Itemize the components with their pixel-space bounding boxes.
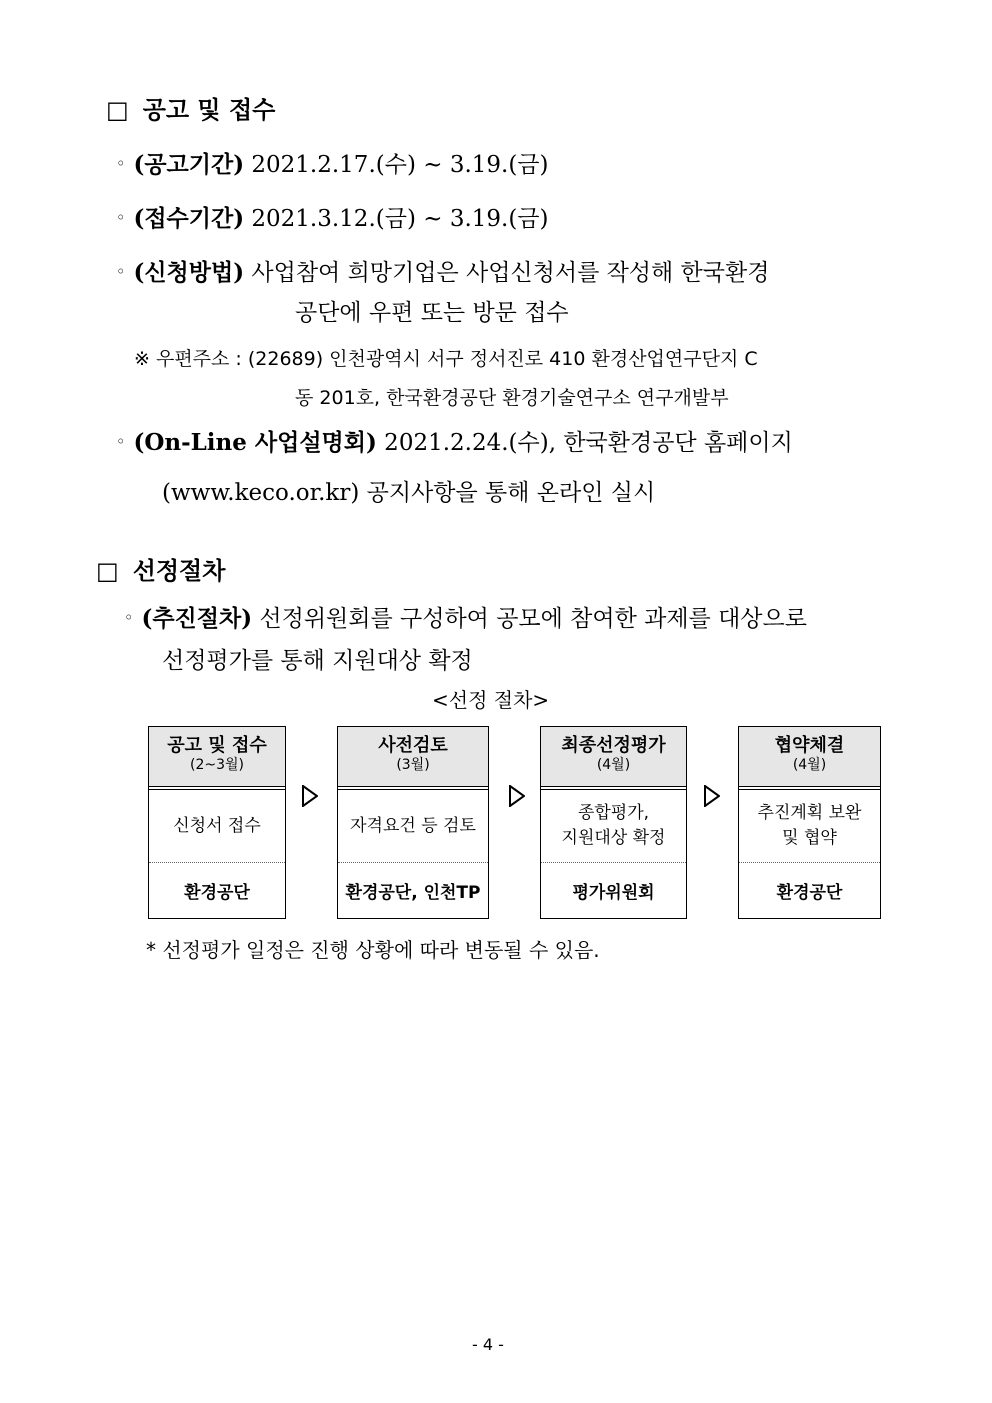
flow-step-agreement bbox=[738, 726, 881, 919]
section-title-selection bbox=[96, 551, 225, 586]
section-title-text: 선정절차 bbox=[132, 557, 226, 585]
item-text: 사업참여 희망기업은 사업신청서를 작성해 한국환경 bbox=[244, 260, 770, 286]
step-period: (2~3월) bbox=[190, 757, 244, 773]
step-header bbox=[541, 727, 686, 787]
item-reception-period bbox=[116, 200, 549, 233]
step-title: 협약체결 bbox=[774, 735, 845, 756]
step-header bbox=[338, 727, 488, 787]
item-label: (On-Line 사업설명회) bbox=[133, 429, 377, 456]
step-title: 최종선정평가 bbox=[561, 735, 666, 756]
step-period: (4월) bbox=[596, 757, 631, 773]
step-task: 자격요건 등 검토 bbox=[338, 789, 488, 863]
step-header bbox=[149, 727, 285, 787]
step-org: 평가위원회 bbox=[572, 882, 655, 903]
item-procedure bbox=[124, 600, 807, 633]
item-announcement-period bbox=[116, 146, 549, 179]
item-online-briefing bbox=[116, 424, 793, 457]
mailing-address-line2: 동 201호, 한국환경공단 환경기술연구소 연구개발부 bbox=[295, 387, 729, 409]
step-title: 공고 및 접수 bbox=[167, 735, 267, 756]
step-period: (3월) bbox=[396, 757, 430, 773]
checkbox-square-icon: □ bbox=[106, 96, 129, 124]
bullet-icon: ◦ bbox=[116, 432, 126, 451]
page-number: - 4 - bbox=[472, 1335, 504, 1354]
item-text: 2021.2.24.(수), 한국환경공단 홈페이지 bbox=[376, 430, 793, 456]
step-period: (4월) bbox=[792, 757, 827, 773]
section-title-announcement bbox=[106, 90, 275, 125]
bullet-icon: ◦ bbox=[116, 208, 126, 227]
item-text: 2021.2.17.(수) ~ 3.19.(금) bbox=[244, 152, 549, 178]
step-org: 환경공단 bbox=[184, 882, 250, 903]
checkbox-square-icon: □ bbox=[96, 557, 119, 585]
flow-caption: <선정 절차> bbox=[432, 688, 550, 712]
item-procedure-cont: 선정평가를 통해 지원대상 확정 bbox=[162, 648, 473, 674]
step-task: 신청서 접수 bbox=[149, 789, 285, 863]
item-text: 선정위원회를 구성하여 공모에 참여한 과제를 대상으로 bbox=[252, 606, 807, 632]
mailing-address-line1 bbox=[134, 344, 758, 371]
step-header bbox=[739, 727, 880, 787]
reference-mark-icon: ※ bbox=[134, 348, 150, 370]
item-label: (신청방법) bbox=[133, 259, 245, 286]
item-application-method-cont: 공단에 우편 또는 방문 접수 bbox=[295, 300, 569, 326]
mailing-address-text: 우편주소 : (22689) 인천광역시 서구 정서진로 410 환경산업연구단지 C bbox=[149, 348, 758, 370]
item-application-method bbox=[116, 254, 896, 287]
step-org: 환경공단, 인천TP bbox=[345, 882, 481, 903]
item-text: 2021.3.12.(금) ~ 3.19.(금) bbox=[244, 206, 549, 232]
item-label: (추진절차) bbox=[141, 605, 253, 632]
flow-step-announcement bbox=[148, 726, 286, 919]
section-title-text: 공고 및 접수 bbox=[142, 96, 276, 124]
step-task: 추진계획 보완 및 협약 bbox=[739, 789, 880, 863]
step-title: 사전검토 bbox=[378, 735, 448, 756]
flow-step-final-evaluation bbox=[540, 726, 687, 919]
bullet-icon: ◦ bbox=[116, 262, 126, 281]
item-online-briefing-cont: (www.keco.or.kr) 공지사항을 통해 온라인 실시 bbox=[162, 480, 656, 506]
schedule-footnote: * 선정평가 일정은 진행 상황에 따라 변동될 수 있음. bbox=[146, 938, 600, 962]
bullet-icon: ◦ bbox=[124, 608, 134, 627]
item-label: (접수기간) bbox=[133, 205, 245, 232]
flow-step-preliminary-review bbox=[337, 726, 489, 919]
bullet-icon: ◦ bbox=[116, 154, 126, 173]
item-label: (공고기간) bbox=[133, 151, 245, 178]
step-task: 종합평가, 지원대상 확정 bbox=[541, 789, 686, 863]
step-org: 환경공단 bbox=[776, 882, 843, 903]
